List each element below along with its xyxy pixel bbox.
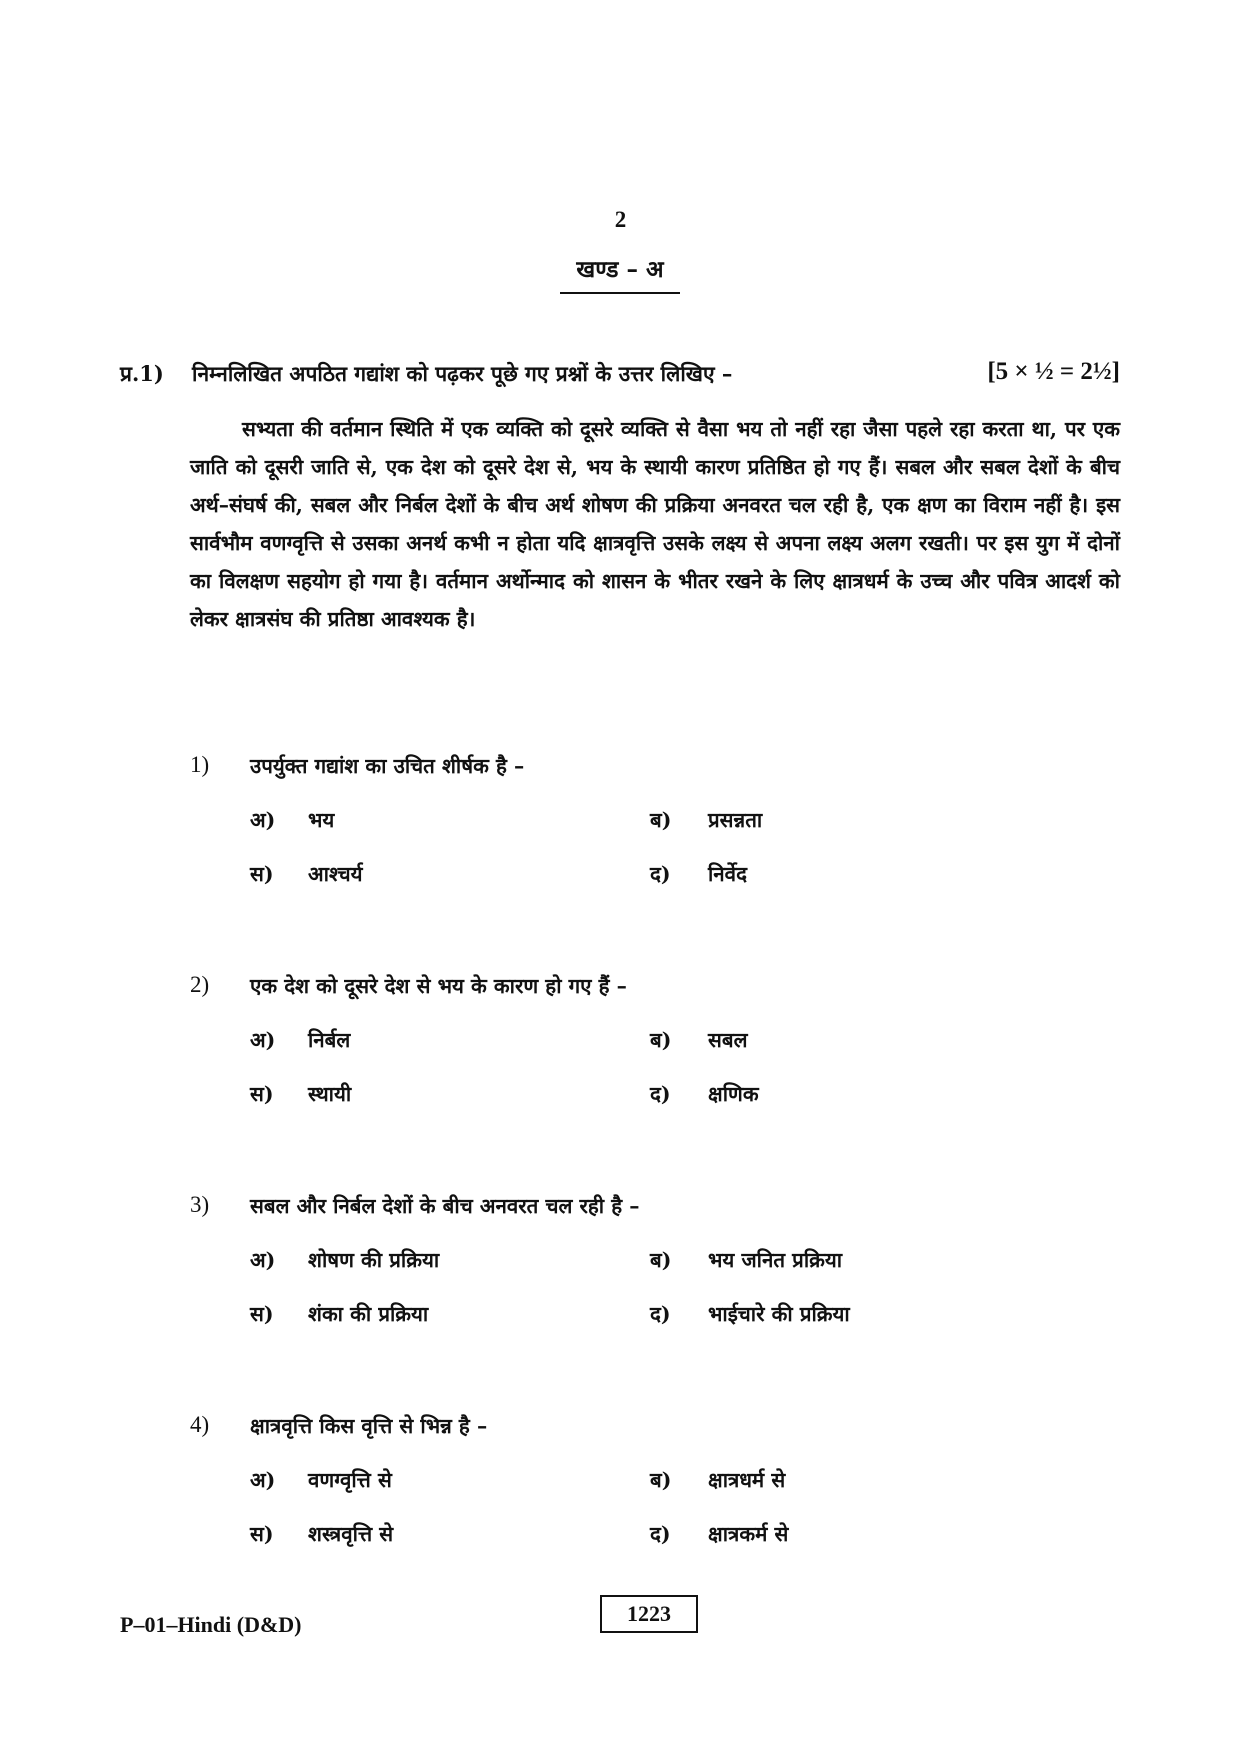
page-code-box: 1223 <box>600 1595 698 1633</box>
option-d-text: निर्वेद <box>708 862 747 886</box>
option-b-text: प्रसन्नता <box>708 808 763 832</box>
option-a-text: वणग्वृत्ति से <box>308 1468 392 1492</box>
unseen-passage: सभ्यता की वर्तमान स्थिति में एक व्यक्ति को दूसरे व्यक्ति से वैसा भय तो नहीं रहा जैसा पहले रहा करता था, पर एक जाति को दूसरी जाति से, एक देश को दूसरे देश से, भय के स्थायी कारण प्रतिष्ठित हो गए हैं। सबल और सबल देशों के बीच अर्थ–संघर्ष की, सबल और निर्बल देशों के बीच अर्थ शोषण की प्रक्रिया अनवरत चल रही है, एक क्षण का विराम नहीं है। इस सार्वभौम वणग्वृत्ति से उसका अनर्थ कभी न होता यदि क्षात्रवृत्ति उसके लक्ष्य से अपना लक्ष्य अलग रखती। पर इस युग में दोनों का विलक्षण सहयोग हो गया है। वर्तमान अर्थोन्माद को शासन के भीतर रखने के लिए क्षात्रधर्म के उच्च और पवित्र आदर्श को लेकर क्षात्रसंघ की प्रतिष्ठा आवश्यक है। <box>190 417 1120 631</box>
option-a-marker: अ) <box>250 1468 276 1492</box>
option-d-text: क्षात्रकर्म से <box>708 1522 789 1546</box>
sub-question-text: उपर्युक्त गद्यांश का उचित शीर्षक है – <box>250 754 525 778</box>
option-a-text: शोषण की प्रक्रिया <box>308 1248 440 1272</box>
option-a-marker: अ) <box>250 808 276 832</box>
sub-question-text: सबल और निर्बल देशों के बीच अनवरत चल रही है – <box>250 1194 640 1218</box>
page-number: 2 <box>614 207 627 232</box>
option-c-text: शस्त्रवृत्ति से <box>308 1522 394 1546</box>
question-number: प्र.1) <box>120 361 164 386</box>
option-c-marker: स) <box>250 1302 274 1326</box>
option-b-text: क्षात्रधर्म से <box>708 1468 786 1492</box>
option-a-marker: अ) <box>250 1248 276 1272</box>
option-d-marker: द) <box>650 1082 671 1106</box>
option-d-text: क्षणिक <box>708 1082 759 1106</box>
question-header <box>120 360 1120 394</box>
sub-question <box>190 972 1120 1112</box>
sub-question-number: 3) <box>190 1192 210 1217</box>
question-instruction: निम्नलिखित अपठित गद्यांश को पढ़कर पूछे गए प्रश्नों के उत्तर लिखिए – <box>192 361 733 386</box>
option-c-marker: स) <box>250 862 274 886</box>
option-b-marker: ब) <box>650 1028 672 1052</box>
option-b-marker: ब) <box>650 808 672 832</box>
sub-question-text: एक देश को दूसरे देश से भय के कारण हो गए हैं – <box>250 974 627 998</box>
sub-question-number: 4) <box>190 1412 210 1437</box>
option-d-marker: द) <box>650 1302 671 1326</box>
option-c-text: शंका की प्रक्रिया <box>308 1302 429 1326</box>
option-d-marker: द) <box>650 1522 671 1546</box>
sub-question <box>190 752 1120 892</box>
option-a-text: भय <box>308 808 335 832</box>
option-c-marker: स) <box>250 1082 274 1106</box>
sub-question <box>190 1192 1120 1332</box>
option-d-marker: द) <box>650 862 671 886</box>
sub-question-number: 2) <box>190 972 210 997</box>
option-b-marker: ब) <box>650 1468 672 1492</box>
question-marks: [5 × ½ = 2½] <box>987 358 1120 385</box>
option-c-text: स्थायी <box>308 1082 352 1106</box>
paper-code: P–01–Hindi (D&D) <box>120 1612 302 1637</box>
sub-question-text: क्षात्रवृत्ति किस वृत्ति से भिन्न है – <box>250 1414 488 1438</box>
option-c-marker: स) <box>250 1522 274 1546</box>
option-c-text: आश्चर्य <box>308 862 363 886</box>
option-b-text: सबल <box>708 1028 748 1052</box>
option-a-marker: अ) <box>250 1028 276 1052</box>
option-b-marker: ब) <box>650 1248 672 1272</box>
sub-question-number: 1) <box>190 752 210 777</box>
option-d-text: भाईचारे की प्रक्रिया <box>708 1302 850 1326</box>
option-a-text: निर्बल <box>308 1028 351 1052</box>
section-title: खण्ड – अ <box>560 252 680 294</box>
sub-question <box>190 1412 1120 1552</box>
option-b-text: भय जनित प्रक्रिया <box>708 1248 843 1272</box>
